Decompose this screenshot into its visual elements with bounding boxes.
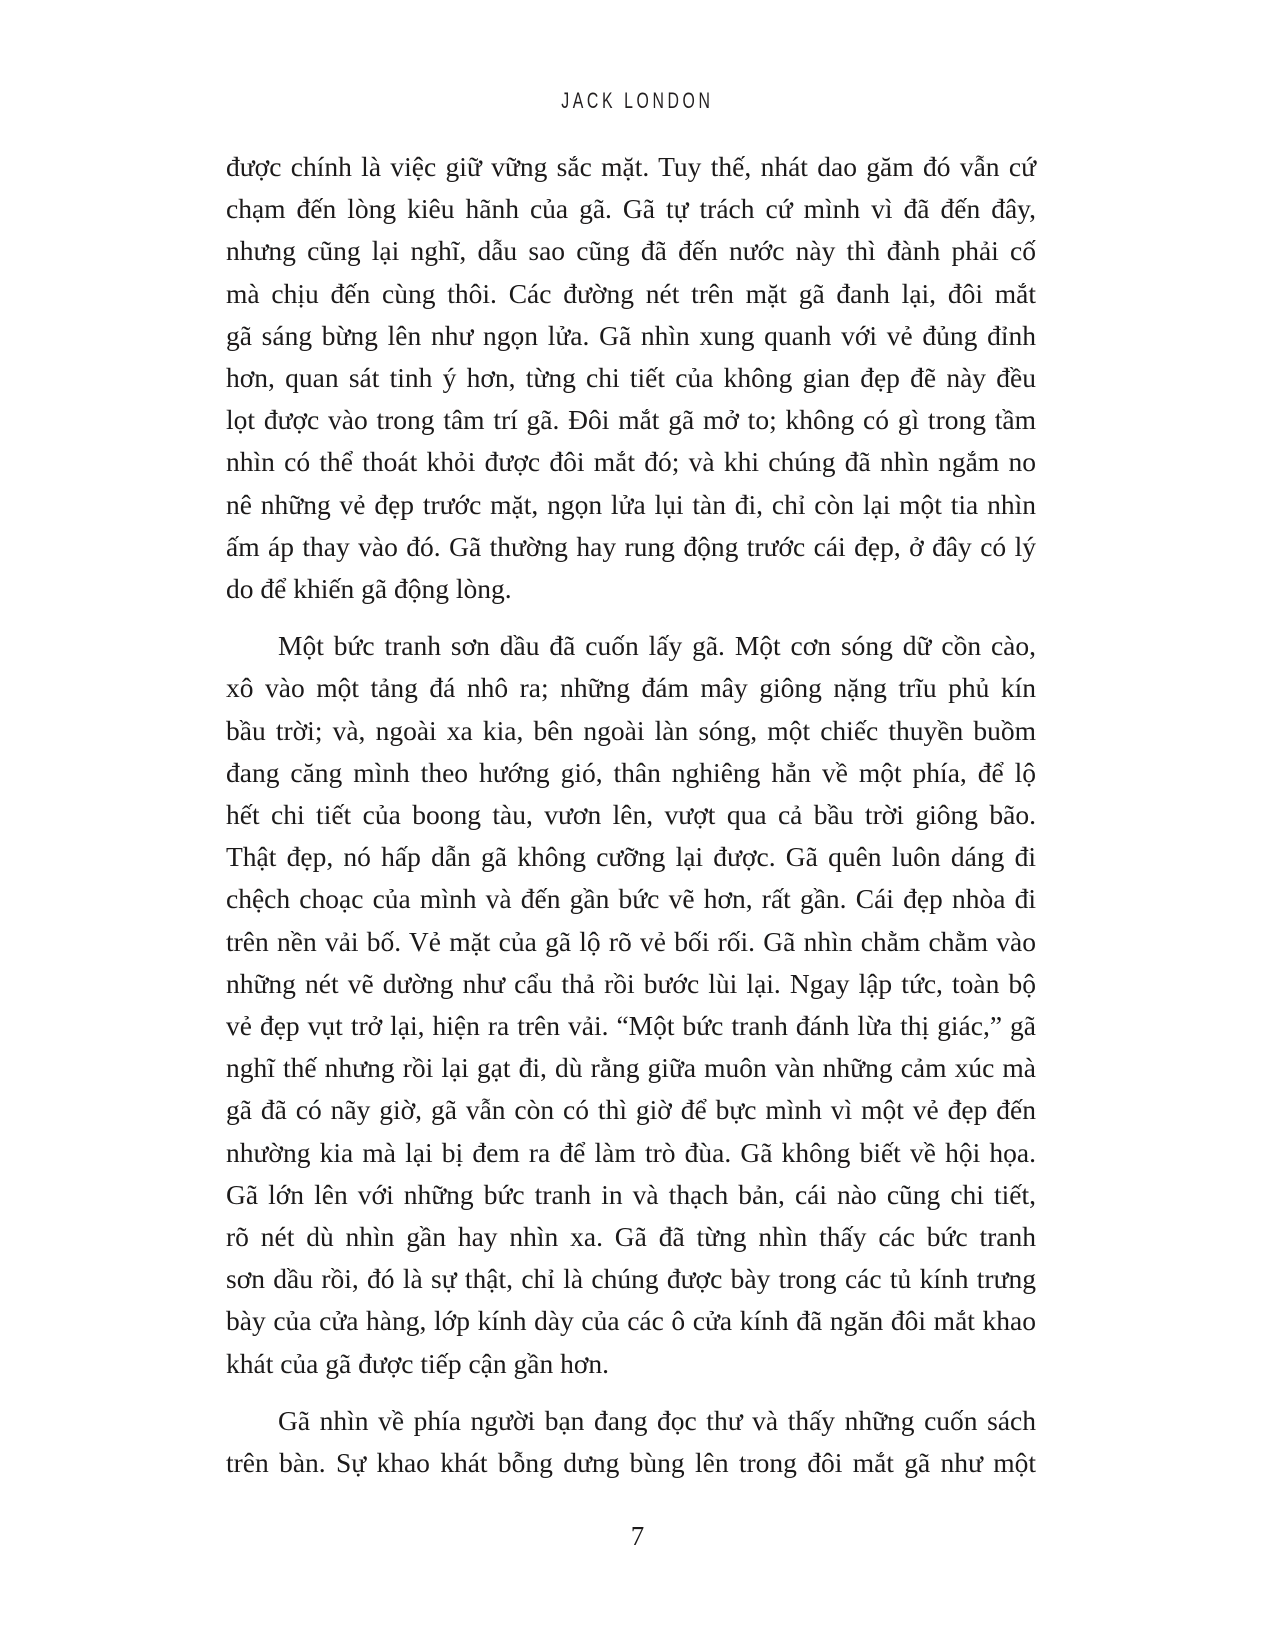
text-line: khát của gã được tiếp cận gần hơn. (226, 1347, 610, 1379)
text-line: trên nền vải bố. Vẻ mặt của gã lộ rõ vẻ bối rối. Gã nhìn chằm chằm vào (226, 925, 1036, 957)
text-line: hết chi tiết của boong tàu, vươn lên, vượt qua cả bầu trời giông bão. (226, 799, 1036, 831)
text-line: xô vào một tảng đá nhô ra; những đám mây giông nặng trĩu phủ kín (226, 672, 1036, 704)
text-line: ấm áp thay vào đó. Gã thường hay rung động trước cái đẹp, ở đây có lý (226, 530, 1036, 562)
text-line: sơn dầu rồi, đó là sự thật, chỉ là chúng được bày trong các tủ kính trưng (226, 1263, 1036, 1295)
text-line: Một bức tranh sơn dầu đã cuốn lấy gã. Một cơn sóng dữ cồn cào, (278, 630, 1036, 662)
text-line: chạm đến lòng kiêu hãnh của gã. Gã tự trách cứ mình vì đã đến đây, (226, 193, 1036, 225)
text-line: mà chịu đến cùng thôi. Các đường nét trên mặt gã đanh lại, đôi mắt (226, 277, 1036, 309)
page-number: 7 (630, 1521, 645, 1551)
paragraph (226, 625, 1036, 1385)
paragraph (226, 146, 1036, 610)
text-line: bày của cửa hàng, lớp kính dày của các ô cửa kính đã ngăn đôi mắt khao (226, 1305, 1036, 1337)
text-line: chệch choạc của mình và đến gần bức vẽ hơn, rất gần. Cái đẹp nhòa đi (226, 883, 1036, 915)
body-text (226, 146, 1036, 1499)
text-line: nhìn có thể thoát khỏi được đôi mắt đó; và khi chúng đã nhìn ngắm no (226, 446, 1036, 478)
text-line: trên bàn. Sự khao khát bỗng dưng bùng lên trong đôi mắt gã như một (226, 1447, 1036, 1479)
text-line: Gã nhìn về phía người bạn đang đọc thư và thấy những cuốn sách (278, 1404, 1036, 1436)
text-line: được chính là việc giữ vững sắc mặt. Tuy thế, nhát dao găm đó vẫn cứ (226, 151, 1036, 182)
text-line: nghĩ thế nhưng rồi lại gạt đi, dù rằng giữa muôn vàn những cảm xúc mà (226, 1052, 1036, 1084)
text-line: gã đã có nãy giờ, gã vẫn còn có thì giờ để bực mình vì một vẻ đẹp đến (226, 1094, 1036, 1126)
text-line: Gã lớn lên với những bức tranh in và thạch bản, cái nào cũng chi tiết, (226, 1178, 1036, 1210)
paragraph (226, 1400, 1036, 1484)
text-line: bầu trời; và, ngoài xa kia, bên ngoài làn sóng, một chiếc thuyền buồm (226, 714, 1036, 746)
text-line: nê những vẻ đẹp trước mặt, ngọn lửa lụi tàn đi, chỉ còn lại một tia nhìn (226, 488, 1036, 520)
text-line: gã sáng bừng lên như ngọn lửa. Gã nhìn xung quanh với vẻ đủng đỉnh (226, 319, 1036, 351)
text-line: lọt được vào trong tâm trí gã. Đôi mắt gã mở to; không có gì trong tầm (226, 404, 1036, 436)
text-line: đang căng mình theo hướng gió, thân nghiêng hẳn về một phía, để lộ (226, 756, 1036, 788)
text-line: hơn, quan sát tinh ý hơn, từng chi tiết của không gian đẹp đẽ này đều (226, 362, 1036, 394)
text-line: những nét vẽ dường như cẩu thả rồi bước lùi lại. Ngay lập tức, toàn bộ (226, 967, 1036, 999)
text-line: do để khiến gã động lòng. (226, 573, 512, 605)
text-line: Thật đẹp, nó hấp dẫn gã không cưỡng lại được. Gã quên luôn dáng đi (226, 841, 1036, 873)
text-line: rõ nét dù nhìn gần hay nhìn xa. Gã đã từng nhìn thấy các bức tranh (226, 1221, 1036, 1253)
running-header: JACK LONDON (561, 88, 714, 113)
text-line: nhường kia mà lại bị đem ra để làm trò đùa. Gã không biết về hội họa. (226, 1136, 1036, 1168)
text-line: vẻ đẹp vụt trở lại, hiện ra trên vải. “Một bức tranh đánh lừa thị giác,” gã (226, 1010, 1036, 1042)
text-line: nhưng cũng lại nghĩ, dẫu sao cũng đã đến nước này thì đành phải cố (226, 235, 1036, 267)
